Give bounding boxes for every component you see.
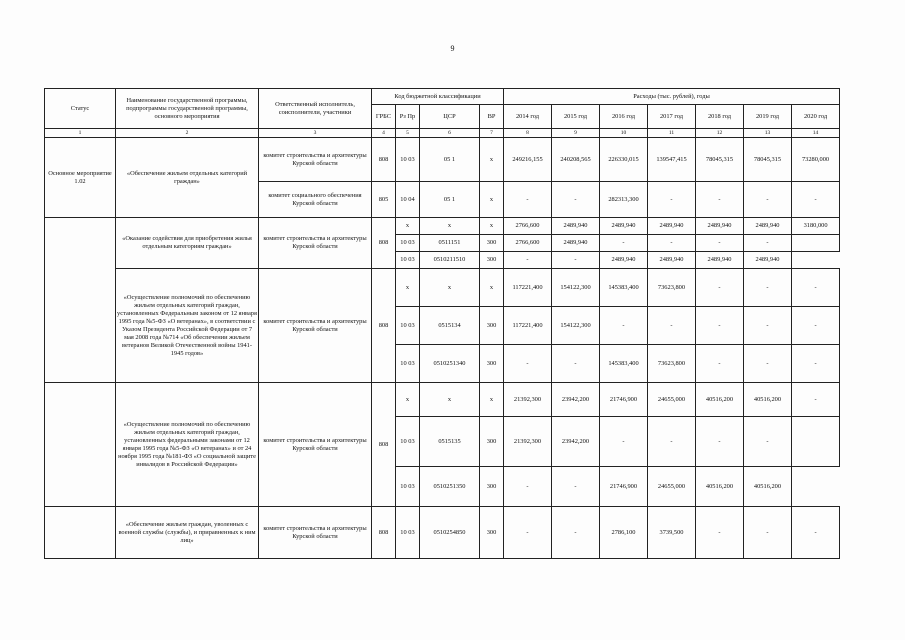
amount-2017: 3739,500 (648, 507, 696, 559)
amount-2019: - (744, 235, 792, 252)
amount-2020 (792, 235, 840, 252)
measure-name: «Обеспечение жильем отдельных категорий граждан» (116, 138, 259, 218)
status-cell (45, 218, 116, 269)
vr-cell: 300 (480, 467, 504, 507)
rzpr-cell: x (396, 383, 420, 417)
amount-2016: 21746,900 (600, 383, 648, 417)
column-number: 2 (116, 129, 259, 138)
csr-cell: 0510251340 (420, 345, 480, 383)
header-year-2017: 2017 год (648, 105, 696, 129)
column-number: 3 (259, 129, 372, 138)
amount-2017: - (648, 235, 696, 252)
header-expenses: Расходы (тыс. рублей), годы (504, 89, 840, 105)
column-number: 11 (648, 129, 696, 138)
amount-2017: 73623,800 (648, 269, 696, 307)
vr-cell: x (480, 383, 504, 417)
measure-name: «Оказание содействия для приобретения жилья отдельным категориям граждан» (116, 218, 259, 269)
amount-2020: - (792, 345, 840, 383)
amount-2014: 21392,300 (504, 417, 552, 467)
csr-cell: 05 1 (420, 138, 480, 182)
amount-2019: 2489,940 (744, 218, 792, 235)
amount-2019: 40516,200 (744, 383, 792, 417)
amount-2019: - (744, 507, 792, 559)
grbs-cell: 808 (372, 218, 396, 269)
amount-2017: 24655,000 (648, 467, 696, 507)
amount-2018: - (696, 182, 744, 218)
rzpr-cell: 10 03 (396, 467, 420, 507)
amount-2014: - (504, 507, 552, 559)
header-csr: ЦСР (420, 105, 480, 129)
amount-2016: - (600, 307, 648, 345)
budget-table (44, 88, 840, 559)
column-number: 13 (744, 129, 792, 138)
amount-2015: 2489,940 (552, 235, 600, 252)
rzpr-cell: x (396, 269, 420, 307)
csr-cell: x (420, 383, 480, 417)
vr-cell: 300 (480, 252, 504, 269)
status-cell (45, 269, 116, 383)
amount-2019: - (744, 269, 792, 307)
table-row (45, 507, 840, 559)
csr-cell: 0515135 (420, 417, 480, 467)
amount-2017: 2489,940 (648, 252, 696, 269)
amount-2020: - (792, 383, 840, 417)
amount-2019: 78045,315 (744, 138, 792, 182)
vr-cell: x (480, 269, 504, 307)
amount-2018: - (696, 307, 744, 345)
csr-cell: 05 1 (420, 182, 480, 218)
amount-2014: - (504, 467, 552, 507)
amount-2016: 21746,900 (600, 467, 648, 507)
column-number: 8 (504, 129, 552, 138)
column-number: 14 (792, 129, 840, 138)
executor-cell: комитет строительства и архитектуры Курской области (259, 138, 372, 182)
header-year-2020: 2020 год (792, 105, 840, 129)
amount-2016: 145383,400 (600, 345, 648, 383)
amount-2016: 145383,400 (600, 269, 648, 307)
column-number: 4 (372, 129, 396, 138)
grbs-cell: 805 (372, 182, 396, 218)
amount-2015: - (552, 467, 600, 507)
rzpr-cell: 10 03 (396, 235, 420, 252)
amount-2016: 282313,300 (600, 182, 648, 218)
measure-name: «Осуществление полномочий по обеспечению жильем отдельных категорий граждан, установленных Федеральным законом от 12 января 1995 года №5-ФЗ «О ветеранах», в соответствии с Указом Президента Российской Федерации от 7 мая 2008 года №714 «Об обеспечении жильем ветеранов Великой Отечественной войны 1941-1945 годов» (116, 269, 259, 383)
amount-2018: 78045,315 (696, 138, 744, 182)
amount-2017: - (648, 307, 696, 345)
amount-2015: - (552, 182, 600, 218)
header-program: Наименование государственной программы, подпрограммы государственной программы, основного мероприятия (116, 89, 259, 129)
table-row (45, 269, 840, 307)
header-budget-code: Код бюджетной классификации (372, 89, 504, 105)
amount-2014: 2766,600 (504, 235, 552, 252)
vr-cell: x (480, 218, 504, 235)
amount-2016: - (600, 417, 648, 467)
amount-2016: 2489,940 (600, 252, 648, 269)
executor-cell: комитет строительства и архитектуры Курской области (259, 269, 372, 383)
amount-2020: - (792, 269, 840, 307)
csr-cell: 0510211510 (420, 252, 480, 269)
csr-cell: 0510254850 (420, 507, 480, 559)
amount-2014: - (504, 252, 552, 269)
amount-2018: 40516,200 (696, 467, 744, 507)
amount-2014: 249216,155 (504, 138, 552, 182)
amount-2017: 73623,800 (648, 345, 696, 383)
amount-2017: 2489,940 (648, 218, 696, 235)
column-number: 7 (480, 129, 504, 138)
amount-2020 (792, 252, 840, 269)
csr-cell: 0515134 (420, 307, 480, 345)
amount-2016: 226330,015 (600, 138, 648, 182)
amount-2019: - (744, 307, 792, 345)
status-cell (45, 507, 116, 559)
amount-2018: - (696, 417, 744, 467)
column-number: 1 (45, 129, 116, 138)
amount-2015: 154122,300 (552, 269, 600, 307)
vr-cell: 300 (480, 507, 504, 559)
header-row-1 (45, 89, 840, 105)
vr-cell: 300 (480, 417, 504, 467)
amount-2020 (792, 417, 840, 467)
page-number: 9 (450, 44, 455, 53)
vr-cell: 300 (480, 345, 504, 383)
executor-cell: комитет строительства и архитектуры Курской области (259, 507, 372, 559)
amount-2019: - (744, 345, 792, 383)
amount-2017: - (648, 417, 696, 467)
csr-cell: x (420, 218, 480, 235)
csr-cell: 0511151 (420, 235, 480, 252)
header-year-2019: 2019 год (744, 105, 792, 129)
header-status: Статус (45, 89, 116, 129)
header-year-2015: 2015 год (552, 105, 600, 129)
column-number: 12 (696, 129, 744, 138)
csr-cell: 0510251350 (420, 467, 480, 507)
executor-cell: комитет социального обеспечения Курской области (259, 182, 372, 218)
vr-cell: x (480, 138, 504, 182)
amount-2015: 23942,200 (552, 417, 600, 467)
amount-2014: 117221,400 (504, 269, 552, 307)
amount-2017: - (648, 182, 696, 218)
vr-cell: 300 (480, 307, 504, 345)
amount-2015: 23942,200 (552, 383, 600, 417)
amount-2015: 2489,940 (552, 218, 600, 235)
amount-2020 (792, 467, 840, 507)
amount-2019: 40516,200 (744, 467, 792, 507)
rzpr-cell: 10 03 (396, 345, 420, 383)
rzpr-cell: x (396, 218, 420, 235)
amount-2017: 139547,415 (648, 138, 696, 182)
amount-2015: 240208,565 (552, 138, 600, 182)
header-grbs: ГРБС (372, 105, 396, 129)
amount-2020: - (792, 307, 840, 345)
amount-2018: - (696, 507, 744, 559)
rzpr-cell: 10 03 (396, 252, 420, 269)
grbs-cell: 808 (372, 269, 396, 383)
amount-2016: 2786,100 (600, 507, 648, 559)
header-executor: Ответственный исполнитель, соисполнители, участники (259, 89, 372, 129)
amount-2020: - (792, 507, 840, 559)
header-rzpr: Рз Пр (396, 105, 420, 129)
column-number: 10 (600, 129, 648, 138)
grbs-cell: 808 (372, 383, 396, 507)
table-row (45, 218, 840, 235)
amount-2018: - (696, 269, 744, 307)
table-row (45, 383, 840, 417)
measure-name: «Обеспечение жильем граждан, уволенных с военной службы (службы), и приравненных к ним лиц» (116, 507, 259, 559)
status-cell: Основное мероприятие 1.02 (45, 138, 116, 218)
amount-2016: 2489,940 (600, 218, 648, 235)
table-row (45, 138, 840, 182)
measure-name: «Осуществление полномочий по обеспечению жильем отдельных категорий граждан, установленных федеральными законами от 12 января 1995 года №5-ФЗ «О ветеранах» и от 24 ноября 1995 года №181-ФЗ «О социальной защите инвалидов в Российской Федерации» (116, 383, 259, 507)
vr-cell: x (480, 182, 504, 218)
amount-2018: - (696, 345, 744, 383)
amount-2018: - (696, 235, 744, 252)
rzpr-cell: 10 03 (396, 307, 420, 345)
column-number: 9 (552, 129, 600, 138)
amount-2019: - (744, 417, 792, 467)
amount-2019: 2489,940 (744, 252, 792, 269)
csr-cell: x (420, 269, 480, 307)
column-number: 5 (396, 129, 420, 138)
amount-2014: 2766,600 (504, 218, 552, 235)
rzpr-cell: 10 04 (396, 182, 420, 218)
amount-2017: 24655,000 (648, 383, 696, 417)
header-year-2016: 2016 год (600, 105, 648, 129)
grbs-cell: 808 (372, 507, 396, 559)
amount-2018: 2489,940 (696, 218, 744, 235)
header-vr: ВР (480, 105, 504, 129)
amount-2016: - (600, 235, 648, 252)
column-number-row (45, 129, 840, 138)
amount-2014: 117221,400 (504, 307, 552, 345)
grbs-cell: 808 (372, 138, 396, 182)
amount-2014: - (504, 345, 552, 383)
amount-2020: 73280,000 (792, 138, 840, 182)
column-number: 6 (420, 129, 480, 138)
header-year-2014: 2014 год (504, 105, 552, 129)
header-year-2018: 2018 год (696, 105, 744, 129)
amount-2020: 3180,000 (792, 218, 840, 235)
amount-2015: - (552, 252, 600, 269)
amount-2015: - (552, 345, 600, 383)
executor-cell: комитет строительства и архитектуры Курской области (259, 383, 372, 507)
amount-2015: - (552, 507, 600, 559)
amount-2014: - (504, 182, 552, 218)
amount-2015: 154122,300 (552, 307, 600, 345)
amount-2018: 40516,200 (696, 383, 744, 417)
amount-2018: 2489,940 (696, 252, 744, 269)
amount-2020: - (792, 182, 840, 218)
amount-2019: - (744, 182, 792, 218)
rzpr-cell: 10 03 (396, 507, 420, 559)
rzpr-cell: 10 03 (396, 417, 420, 467)
executor-cell: комитет строительства и архитектуры Курской области (259, 218, 372, 269)
status-cell (45, 383, 116, 507)
amount-2014: 21392,300 (504, 383, 552, 417)
rzpr-cell: 10 03 (396, 138, 420, 182)
vr-cell: 300 (480, 235, 504, 252)
